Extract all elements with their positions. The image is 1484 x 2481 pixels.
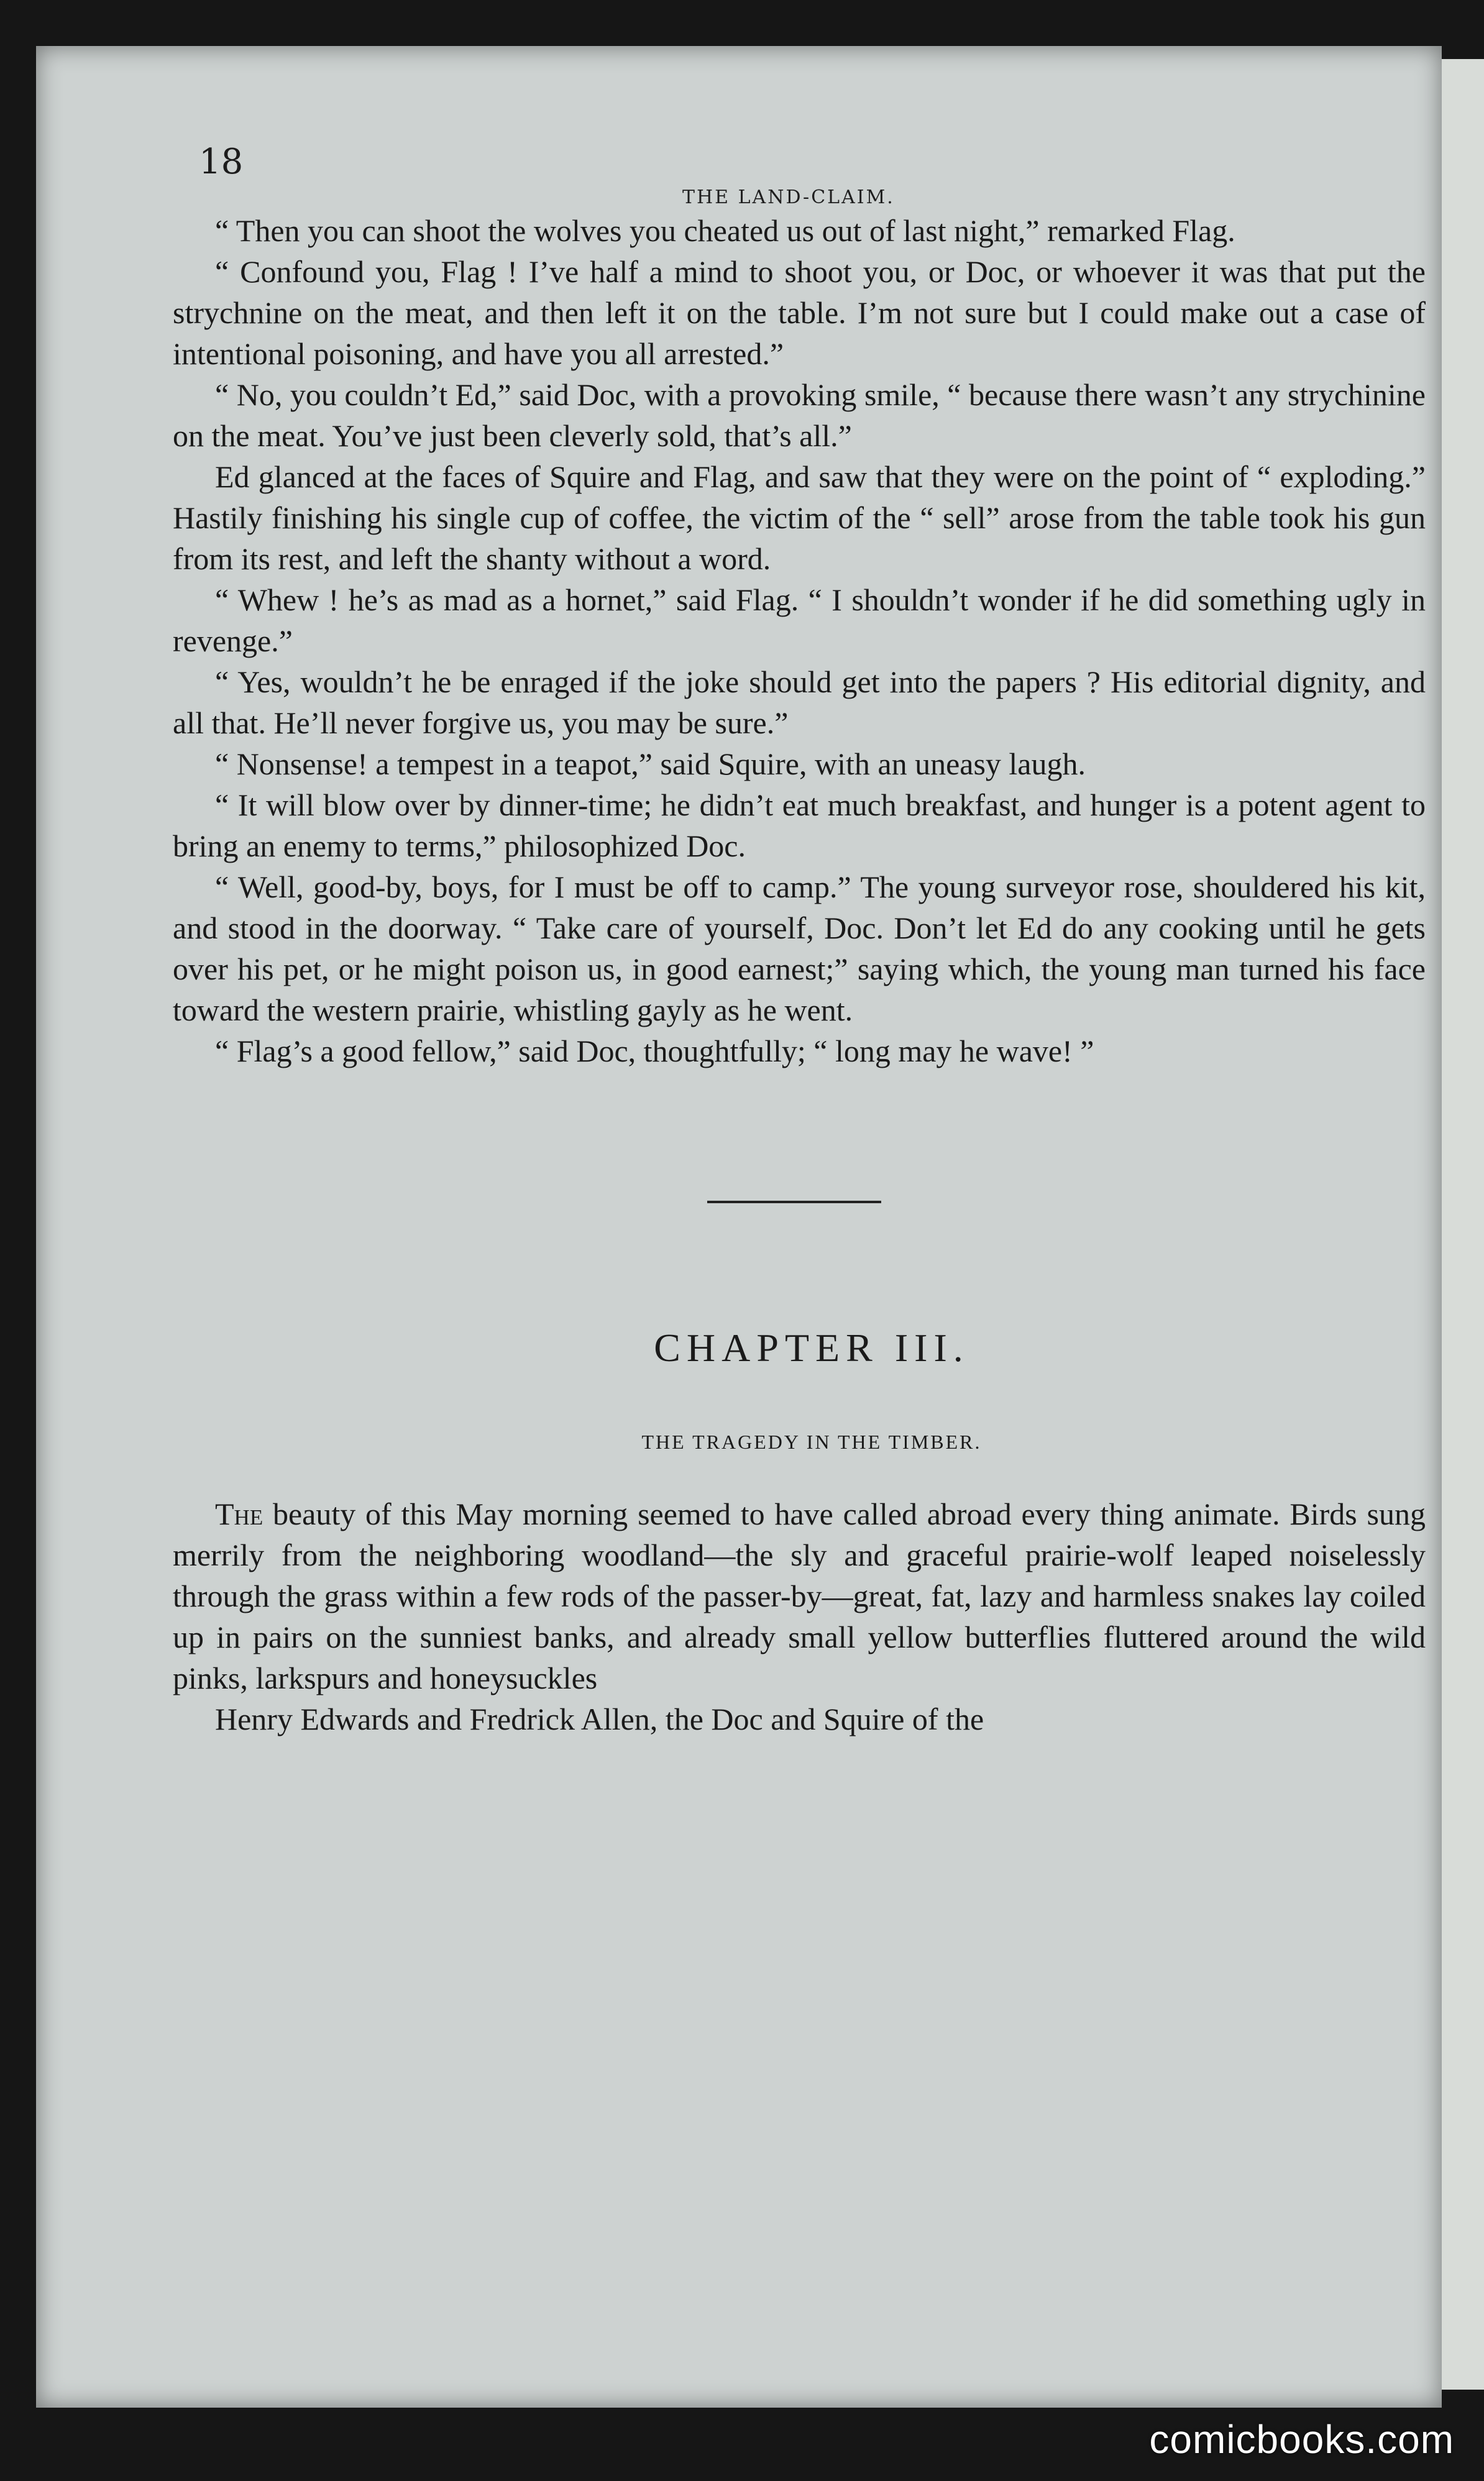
- body-text: [173, 210, 1426, 1071]
- paragraph: “ Confound you, Flag ! I’ve half a mind to shoot you, or Doc, or whoever it was that put the strychnine on the meat, and then left it on the table. I’m not sure but I could make out a case of intentional poisoning, and have you all arrested.”: [173, 254, 1426, 371]
- chapter-paragraph: Henry Edwards and Fredrick Allen, the Doc and Squire of the: [215, 1702, 984, 1736]
- chapter-subtitle: THE TRAGEDY IN THE TIMBER.: [641, 1431, 982, 1453]
- chapter-title: CHAPTER III.: [654, 1326, 969, 1370]
- paragraph: “ It will blow over by dinner-time; he didn’t eat much breakfast, and hunger is a potent agent to bring an enemy to terms,” philosophized Doc.: [173, 787, 1426, 863]
- paragraph: “ Flag’s a good fellow,” said Doc, thoughtfully; “ long may he wave! ”: [215, 1034, 1094, 1068]
- paragraph: “ Well, good-by, boys, for I must be off to camp.” The young surveyor rose, shouldered his kit, and stood in the doorway. “ Take care of yourself, Doc. Don’t let Ed do any cooking until he gets over his pet, or he might poison us, in good earnest;” saying which, the young man turned his face toward the western prairie, whistling gayly as he went.: [173, 869, 1426, 1027]
- chapter-paragraph-text: beauty of this May morning seemed to have called abroad every thing animate. Birds sung merrily from the neighboring woodland—the sly and graceful prairie-wolf leaped noiselessly through the grass within a few rods of the passer-by—great, fat, lazy and harmless snakes lay coiled up in pairs on the sunniest banks, and already small yellow butterflies fluttered around the wild pinks, larkspurs and honeysuckles: [173, 1497, 1426, 1695]
- watermark: comicbooks.com: [1149, 2417, 1454, 2462]
- paragraph: “ Nonsense! a tempest in a teapot,” said Squire, with an uneasy laugh.: [215, 746, 1086, 781]
- paragraph: “ Yes, wouldn’t he be enraged if the joke should get into the papers ? His editorial dignity, and all that. He’ll never forgive us, you may be sure.”: [173, 664, 1426, 740]
- paragraph: “ No, you couldn’t Ed,” said Doc, with a provoking smile, “ because there wasn’t any strychinine on the meat. You’ve just been cleverly sold, that’s all.”: [173, 377, 1426, 453]
- page-content: [173, 142, 1426, 1740]
- facing-page-edge: [1436, 59, 1484, 2390]
- section-divider: [707, 1201, 881, 1203]
- paragraph: “ Then you can shoot the wolves you cheated us out of last night,” remarked Flag.: [215, 213, 1235, 248]
- chapter-paragraph: [173, 1493, 1426, 1699]
- chapter-first-word: The: [215, 1497, 263, 1531]
- page-header: [173, 142, 1426, 208]
- paragraph: Ed glanced at the faces of Squire and Flag, and saw that they were on the point of “ exploding.” Hastily finishing his single cup of coffee, the victim of the “ sell” arose from the table took his gun from its rest, and left the shanty without a word.: [173, 459, 1426, 576]
- chapter-text: [173, 1493, 1426, 1740]
- page-number: 18: [199, 142, 244, 182]
- paragraph: “ Whew ! he’s as mad as a hornet,” said Flag. “ I shouldn’t wonder if he did something ugly in revenge.”: [173, 582, 1426, 658]
- running-head: THE LAND-CLAIM.: [682, 186, 895, 208]
- book-page: [36, 46, 1442, 2408]
